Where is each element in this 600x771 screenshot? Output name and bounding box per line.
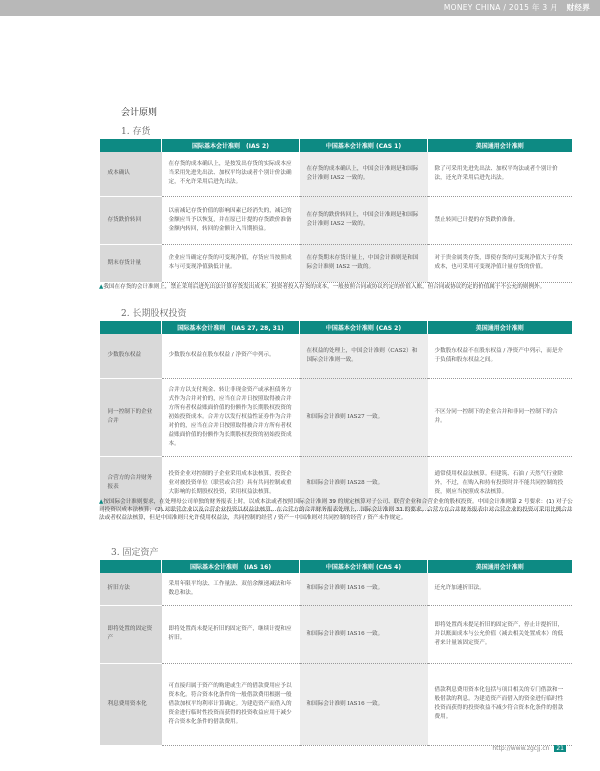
inventory-note: ▲我国在存货的会计准则上，禁止采用后进先出法计算存货发出成本。投资者投入存货的成本，一般按照合同或协议约定的价值入账，但合同或协议约定的价值属于不公允的则例外。 <box>99 284 546 290</box>
table-row <box>100 378 572 456</box>
issue-date: 2015 年 3 月 <box>508 3 558 12</box>
row-label: 成本确认 <box>100 152 162 196</box>
column-header: 国际基本会计准则 (IAS 27, 28, 31) <box>162 321 300 334</box>
fixed-title: 3. 固定资产 <box>111 548 159 558</box>
cas-cell: 在存货的成本确认上，中国会计准则是和国际会计准则 IAS2 一致的。 <box>300 152 428 196</box>
column-header: 中国基本会计准则 (CAS 1) <box>300 139 428 152</box>
us-cell: 少数股东权益不在股东权益 / 净资产中列示，而是介于负债和股东权益之间。 <box>428 334 572 378</box>
page-footer <box>492 745 566 752</box>
us-cell: 不区分同一控制下的企业合并和非同一控制下的合并。 <box>428 378 572 456</box>
cas-cell: 在存货期末存货计量上，中国会计准则是和国际会计准则 IAS2 一致的。 <box>300 244 428 282</box>
table-row <box>100 573 572 605</box>
ltinvest-table <box>99 321 572 511</box>
us-cell: 还允许加速折旧法。 <box>428 573 572 605</box>
inventory-table <box>99 139 572 283</box>
column-header: 国际基本会计准则 (IAS 2) <box>162 139 300 152</box>
row-label: 少数股东权益 <box>100 334 162 378</box>
us-cell: 除了可采用先进先出法、加权平均法或者个别计价法，还允许采用后进先出法。 <box>428 152 572 196</box>
cas-cell: 在存货的跌价转回上，中国会计准则是和国际会计准则 IAS2 一致的。 <box>300 196 428 244</box>
us-cell: 通常使用权益法核算。但建筑、石油 / 天然气行业除外，不过，在购入和持有投资时并不能共同控制的投资，则应当按照成本法核算。 <box>428 456 572 510</box>
ias-cell: 少数股东权益在股东权益 / 净资产中列示。 <box>162 334 300 378</box>
us-cell: 借款利息费用资本化包括与项目相关的专门借款和一般借款的利息。为建造资产而借入的资金进行临时性投资而获得的投资收益不减少符合资本化条件的借款费用。 <box>428 663 572 745</box>
cas-cell: 在权益的处理上，中国会计准则（CAS2）和国际会计准则一致。 <box>300 334 428 378</box>
triangle-icon: ▲ <box>99 284 104 290</box>
table-header-row <box>100 321 572 334</box>
ltinvest-title: 2. 长期股权投资 <box>121 309 187 319</box>
row-label: 利息费用资本化 <box>100 663 162 745</box>
ias-cell: 即将处置尚未提足折旧的固定资产，继续计提和应折旧。 <box>162 605 300 663</box>
table-row <box>100 196 572 244</box>
website-link[interactable]: http://www.zgcjj.cn <box>492 745 550 752</box>
fixed-table <box>99 560 572 746</box>
row-label: 存货跌价转回 <box>100 196 162 244</box>
magazine-name: MONEY CHINA <box>443 3 501 12</box>
column-header: 美国通用会计准则 <box>428 321 572 334</box>
page-number: 21 <box>556 745 564 752</box>
row-label: 合营方的合并财务报表 <box>100 456 162 510</box>
header-bar <box>0 0 600 16</box>
header-text: MONEY CHINA / 2015 年 3 月 财经界 <box>443 3 590 12</box>
table-header-row <box>100 560 572 573</box>
column-header <box>100 321 162 334</box>
ias-cell: 可直接归属于资产的购建或生产的借款费用应予以资本化。符合资本化条件的一般借款费用根据一般借款加权平均利率计算确定。为建造资产而借入的资金进行临时性投资而获得的投资收益应用于减少符合资本化条件的借款费用。 <box>162 663 300 745</box>
table-row <box>100 152 572 196</box>
cas-cell: 和国际会计准则 IAS16 一致。 <box>300 663 428 745</box>
table-row <box>100 244 572 282</box>
cas-cell: 和国际会计准则 IAS28 一致。 <box>300 456 428 510</box>
table-row <box>100 663 572 745</box>
column-header: 美国通用会计准则 <box>428 560 572 573</box>
us-cell: 对于贵金属类存货，即使存货的可变现净值大于存货成本，也可采用可变现净值计量存货的价值。 <box>428 244 572 282</box>
table-row <box>100 334 572 378</box>
ltinvest-note: ▲按国际会计准则要求，在处理母公司单独的财务报表上时，以成本法或者按照国际会计准则 39 的规定核算对子公司、联营企业和合营企业的股权投资。中国会计准则第 2 号要求：(1) 对子公司投资以成本法核算；(2) 对联营企业以及合营企业投资以权益法核算。在合营方的合并财务报表处理上，国际会计准则 31 的要求，合营方在合并财务报表中对合营企业的投资可采用比例合并法或者权益法核算，但是中国准则只允许使用权益法，共同控制的经营 / 资产－中国准则对共同控制的经营 / 资产未作规定。 <box>99 499 573 521</box>
column-header: 美国通用会计准则 <box>428 139 572 152</box>
column-header <box>100 560 162 573</box>
ias-cell: 合并方以支付现金、转让非现金资产或承担债务方式作为合并对价的，应当在合并日按照取得被合并方所有者权益账面价值的份额作为长期股权投资的初始投资成本。合并方以发行权益性证券作为合并对价的，应当在合并日按照取得被合并方所有者权益账面价值的份额作为长期股权投资的初始投资成本。 <box>162 378 300 456</box>
column-header: 中国基本会计准则 (CAS 2) <box>300 321 428 334</box>
triangle-icon: ▲ <box>99 499 104 505</box>
cas-cell: 和国际会计准则 IAS27 一致。 <box>300 378 428 456</box>
inventory-title: 1. 存货 <box>121 127 151 137</box>
ias-cell: 在存货的成本确认上，是按发出存货的实际成本应当采用先进先出法、加权平均法或者个别计价法确定，不允许采用后进先出法。 <box>162 152 300 196</box>
cas-cell: 和国际会计准则 IAS16 一致。 <box>300 573 428 605</box>
cas-cell: 和国际会计准则 IAS16 一致。 <box>300 605 428 663</box>
column-name: 财经界 <box>566 3 590 12</box>
us-cell: 即将处置尚未提足折旧的固定资产，停止计提折旧，并以账面成本与公允价值（减去相关处置成本）的低者来计量该固定资产。 <box>428 605 572 663</box>
section-title: 会计原则 <box>121 108 158 118</box>
row-label: 同一控制下的企业合并 <box>100 378 162 456</box>
table-header-row <box>100 139 572 152</box>
column-header: 中国基本会计准则 (CAS 4) <box>300 560 428 573</box>
table-row <box>100 605 572 663</box>
ias-cell: 采用年限平均法、工作量法、双倍余额递减法和年数总和法。 <box>162 573 300 605</box>
ias-cell: 以前减记存货价值的影响因素已经消失的，减记的金额应当予以恢复，并在原已计提的存货跌价准备金额内转回，转回的金额计入当期损益。 <box>162 196 300 244</box>
column-header: 国际基本会计准则 (IAS 16) <box>162 560 300 573</box>
row-label: 即将处置的固定资产 <box>100 605 162 663</box>
ias-cell: 企业应当确定存货的可变现净值，存货应当按照成本与可变现净值孰低计量。 <box>162 244 300 282</box>
ias-cell: 投资企业对控制的子企业采用成本法核算，投资企业对被投资单位（联营或合营）具有共同控制或重大影响的长期股权投资，采用权益法核算。 <box>162 456 300 510</box>
column-header <box>100 139 162 152</box>
us-cell: 禁止转回已计提的存货跌价准备。 <box>428 196 572 244</box>
row-label: 折旧方法 <box>100 573 162 605</box>
row-label: 期末存货计量 <box>100 244 162 282</box>
